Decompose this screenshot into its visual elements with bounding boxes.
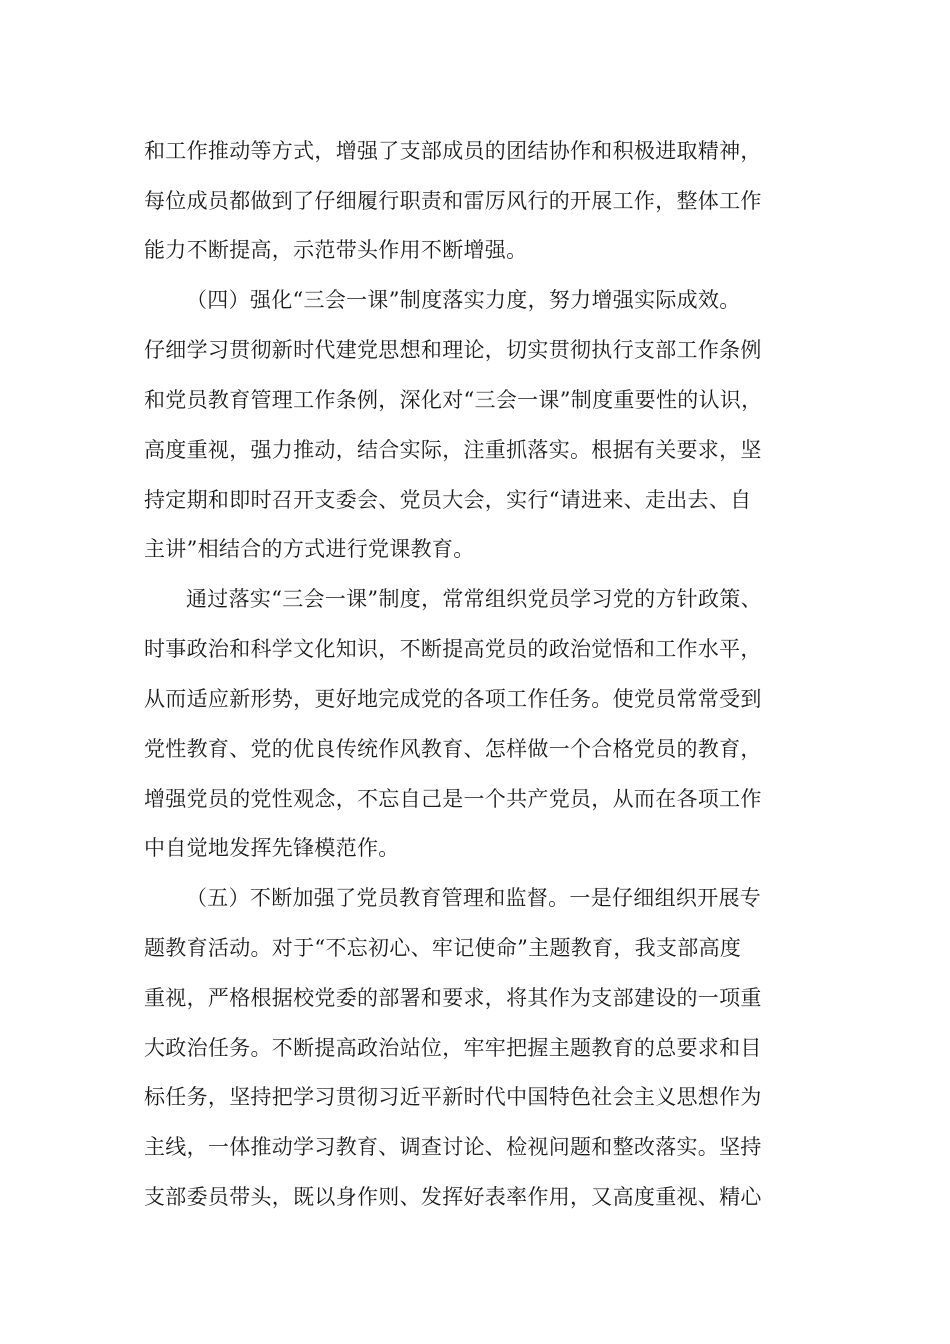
text-line: 题教育活动。对于“不忘初心、牢记使命”主题教育，我支部高度 bbox=[144, 936, 742, 960]
text-line: 增强党员的党性观念，不忘自己是一个共产党员，从而在各项工作 bbox=[144, 787, 762, 811]
text-line: 和工作推动等方式，增强了支部成员的团结协作和积极进取精神， bbox=[144, 139, 762, 163]
text-line: 持定期和即时召开支委会、党员大会，实行“请进来、走出去、自 bbox=[144, 488, 752, 512]
text-line: 仔细学习贯彻新时代建党思想和理论，切实贯彻执行支部工作条例 bbox=[144, 338, 762, 362]
text-line: 主线，一体推动学习教育、调查讨论、检视问题和整改落实。坚持 bbox=[144, 1135, 762, 1159]
text-line: 主讲”相结合的方式进行党课教育。 bbox=[144, 537, 475, 561]
text-line: 重视，严格根据校党委的部署和要求，将其作为支部建设的一项重 bbox=[144, 986, 762, 1010]
text-line: 支部委员带头，既以身作则、发挥好表率作用，又高度重视、精心 bbox=[144, 1185, 762, 1209]
text-line: 每位成员都做到了仔细履行职责和雷厉风行的开展工作，整体工作 bbox=[144, 189, 762, 213]
section-heading-4: （四）强化“三会一课”制度落实力度，努力增强实际成效。 bbox=[186, 288, 741, 312]
text-line: 能力不断提高，示范带头作用不断增强。 bbox=[144, 238, 528, 262]
text-line: 标任务，坚持把学习贯彻习近平新时代中国特色社会主义思想作为 bbox=[144, 1085, 762, 1109]
text-line: 大政治任务。不断提高政治站位，牢牢把握主题教育的总要求和目 bbox=[144, 1036, 762, 1060]
text-line: 从而适应新形势，更好地完成党的各项工作任务。使党员常常受到 bbox=[144, 687, 762, 711]
text-line: 和党员教育管理工作条例，深化对“三会一课”制度重要性的认识， bbox=[144, 388, 763, 412]
text-line: 党性教育、党的优良传统作风教育、怎样做一个合格党员的教育， bbox=[144, 737, 762, 761]
text-line: 中自觉地发挥先锋模范作。 bbox=[144, 836, 400, 860]
paragraph-start: 通过落实“三会一课”制度，常常组织党员学习党的方针政策、 bbox=[186, 587, 762, 611]
section-heading-5: （五）不断加强了党员教育管理和监督。一是仔细组织开展专 bbox=[186, 886, 762, 910]
text-line: 高度重视，强力推动，结合实际，注重抓落实。根据有关要求，坚 bbox=[144, 438, 762, 462]
text-line: 时事政治和科学文化知识，不断提高党员的政治觉悟和工作水平， bbox=[144, 637, 762, 661]
